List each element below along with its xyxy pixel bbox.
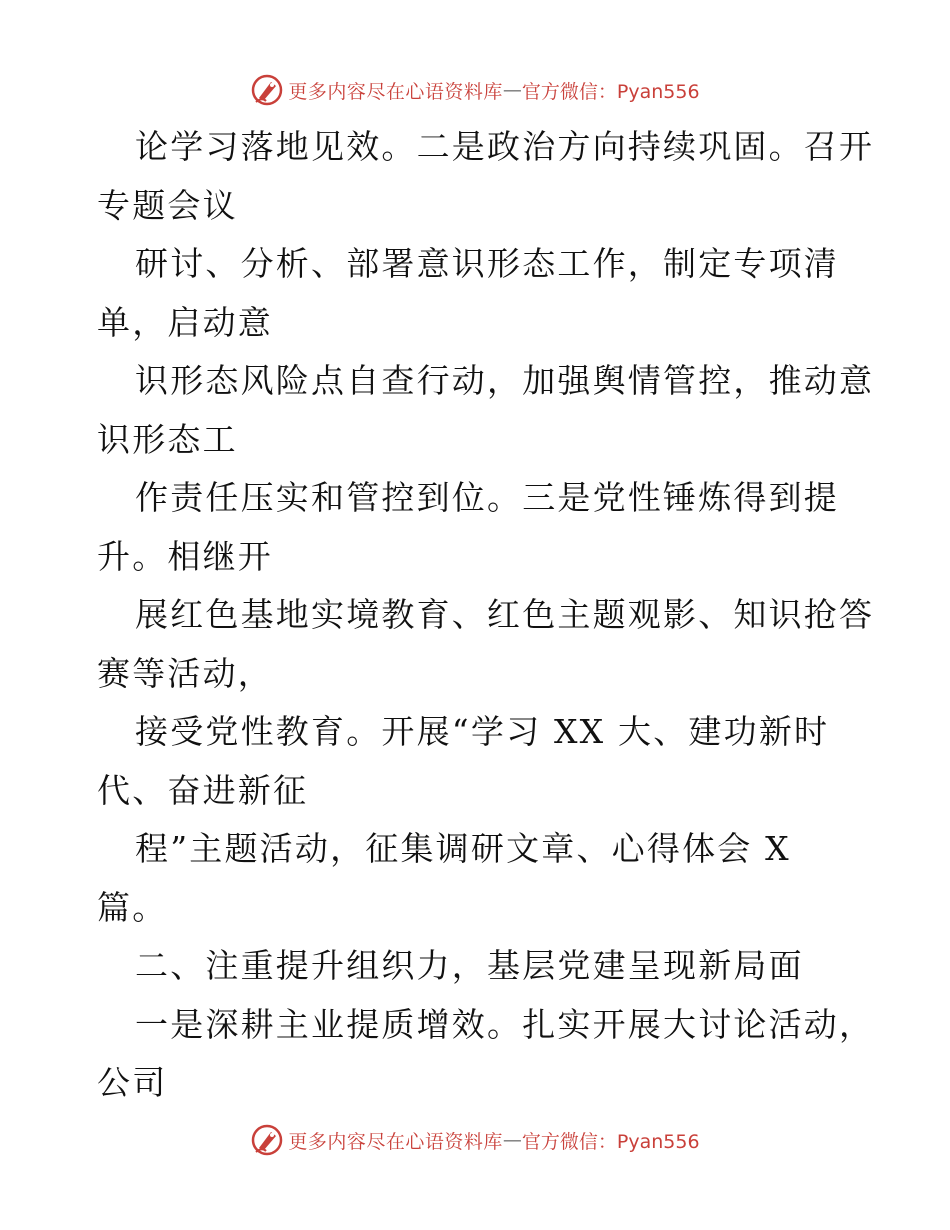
text-line: 专题会议 <box>97 185 238 225</box>
watermark-site-text: 更多内容尽在心语资料库 <box>288 1130 503 1153</box>
text-line: 识形态工 <box>97 419 238 459</box>
watermark-wechat-text: 官方微信：Pyan556 <box>521 80 700 103</box>
text-line: 一是深耕主业提质增效。扎实开展大讨论活动， <box>135 1004 875 1044</box>
watermark-wechat-text: 官方微信：Pyan556 <box>521 1130 700 1153</box>
pen-nib-logo-icon <box>250 73 284 107</box>
text-line: 接受党性教育。开展“学习 XX 大、建功新时 <box>135 712 830 751</box>
watermark-site-text: 更多内容尽在心语资料库 <box>288 80 503 103</box>
text-line: 单，启动意 <box>97 302 273 342</box>
text-line: 升。相继开 <box>97 536 273 576</box>
text-line: 代、奋进新征 <box>97 770 309 810</box>
text-line: 作责任压实和管控到位。三是党性锤炼得到提 <box>135 478 839 517</box>
document-body <box>97 118 897 1113</box>
text-line: 程”主题活动，征集调研文章、心得体会 X <box>135 829 791 868</box>
text-line: 论学习落地见效。二是政治方向持续巩固。召开 <box>135 127 875 166</box>
text-line: 篇。 <box>97 887 168 927</box>
header-watermark-banner <box>0 70 950 110</box>
text-line: 展红色基地实境教育、红色主题观影、知识抢答 <box>135 595 875 634</box>
text-line: 公司 <box>97 1063 168 1102</box>
section-heading: 二、注重提升组织力，基层党建呈现新局面 <box>135 946 804 985</box>
pen-nib-logo-icon <box>250 1123 284 1157</box>
watermark-separator: — <box>502 79 522 101</box>
footer-watermark-banner <box>0 1120 950 1160</box>
text-line: 研讨、分析、部署意识形态工作，制定专项清 <box>135 244 839 283</box>
text-line: 识形态风险点自查行动，加强舆情管控，推动意 <box>135 361 875 400</box>
watermark-separator: — <box>502 1129 522 1151</box>
text-line: 赛等活动， <box>97 653 273 693</box>
